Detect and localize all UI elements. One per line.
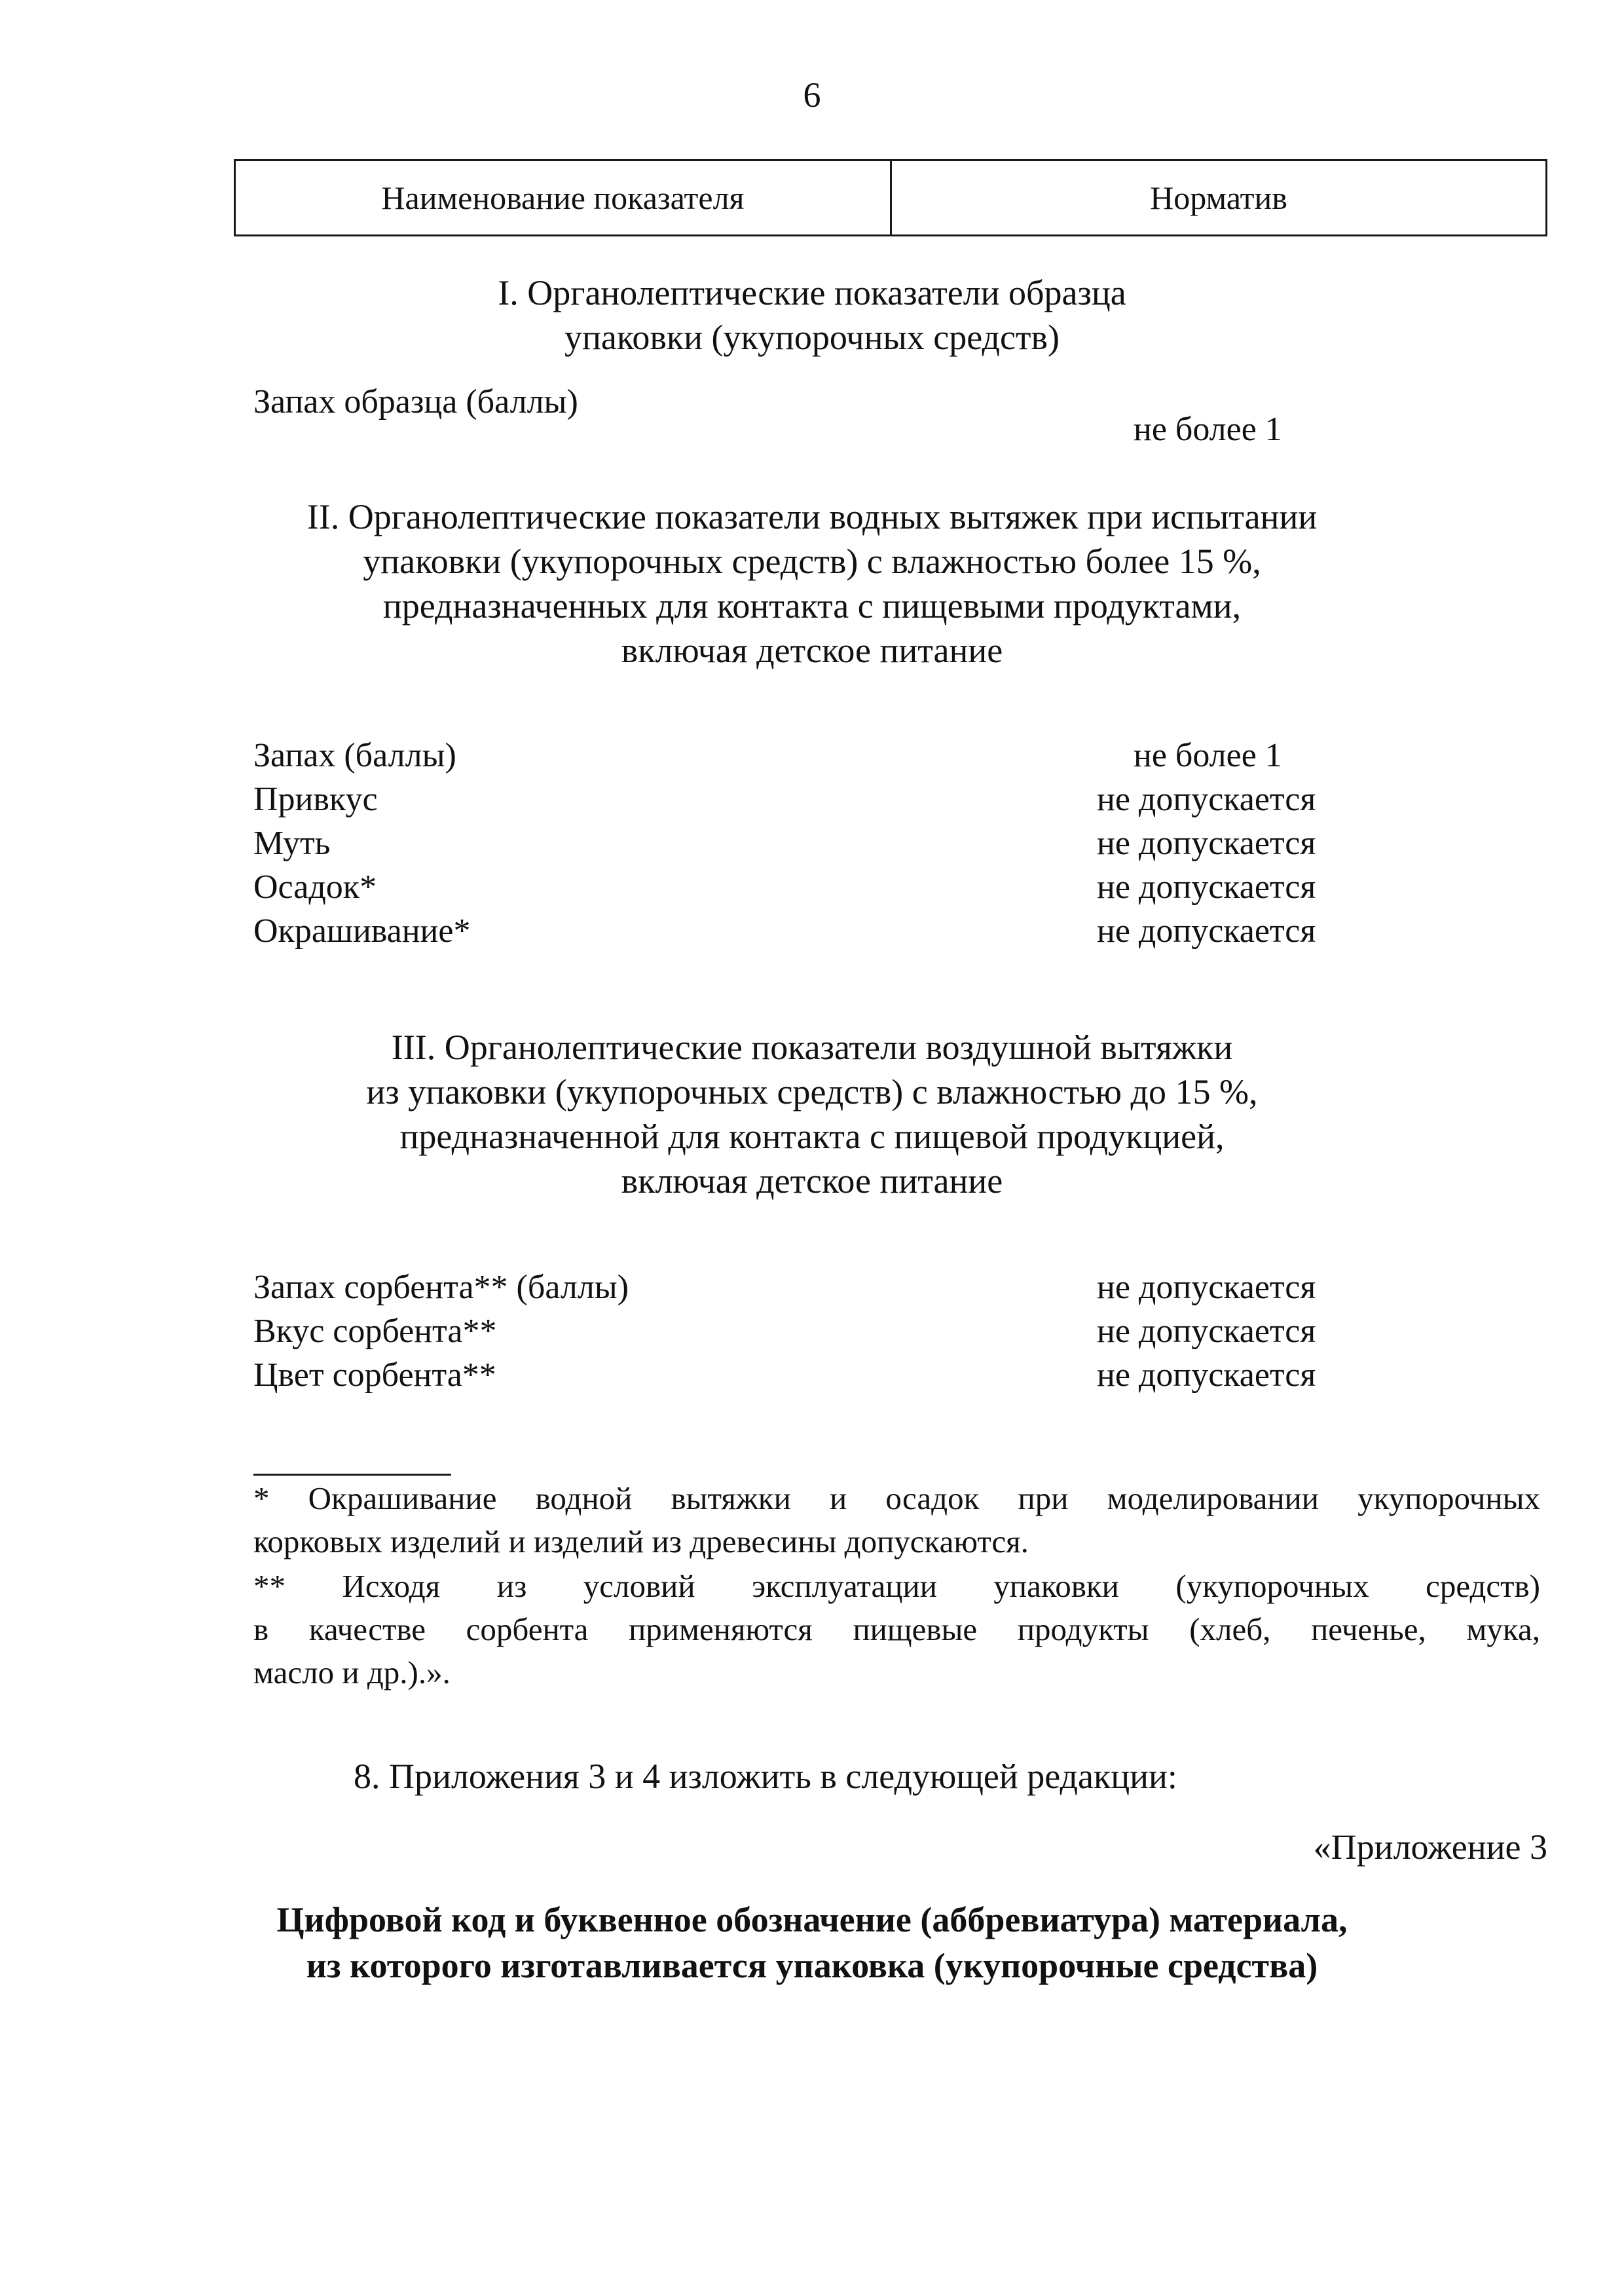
section2-title-line2: упаковки (укупорочных средств) с влажностью более 15 %, (363, 542, 1261, 581)
appendix-label: «Приложение 3 (1313, 1827, 1547, 1867)
section2-row-label: Окрашивание* (253, 912, 471, 950)
page-number: 6 (803, 75, 821, 115)
footnote-1-line: корковых изделий и изделий из древесины допускаются. (253, 1523, 1029, 1559)
paragraph-8: 8. Приложения 3 и 4 изложить в следующей редакции: (354, 1757, 1177, 1796)
section2-row-label: Осадок* (253, 868, 377, 906)
section2-row-label: Привкус (253, 781, 378, 818)
footnote-2-line: масло и др.).». (253, 1654, 451, 1690)
section3-title-line1: III. Органолептические показатели воздушной вытяжки (391, 1028, 1233, 1067)
footnote-1 (253, 1477, 1540, 1563)
section2-row-value: не допускается (1097, 781, 1316, 818)
footnote-1-line: * Окрашивание водной вытяжки и осадок при моделировании укупорочных (253, 1480, 1540, 1516)
section2-title-line4: включая детское питание (621, 631, 1003, 670)
section2-row-value: не допускается (1097, 868, 1316, 906)
header-cell-indicator: Наименование показателя (236, 161, 892, 234)
section2-row-value: не допускается (1097, 825, 1316, 862)
section2-row-label: Муть (253, 825, 331, 862)
section1-row-label: Запах образца (баллы) (253, 383, 578, 420)
section3-row-value: не допускается (1097, 1313, 1316, 1350)
section3-row-label: Вкус сорбента** (253, 1313, 497, 1350)
section3-row-value: не допускается (1097, 1356, 1316, 1394)
header-table (234, 159, 1547, 236)
appendix-title-line1: Цифровой код и буквенное обозначение (аббревиатура) материала, (276, 1900, 1348, 1939)
section3-title-line3: предназначенной для контакта с пищевой продукцией, (399, 1117, 1225, 1156)
section3-title-line4: включая детское питание (621, 1161, 1003, 1201)
section3-title-line2: из упаковки (укупорочных средств) с влажностью до 15 %, (366, 1072, 1258, 1111)
appendix-title-line2: из которого изготавливается упаковка (укупорочные средства) (306, 1946, 1318, 1985)
section2-title-line3: предназначенных для контакта с пищевыми продуктами, (382, 586, 1242, 625)
section2-row-label: Запах (баллы) (253, 737, 456, 774)
footnote-2-line: ** Исходя из условий эксплуатации упаковки (укупорочных средств) (253, 1568, 1540, 1604)
section3-row-label: Запах сорбента** (баллы) (253, 1269, 629, 1306)
section2-row-value: не более 1 (1134, 737, 1282, 774)
header-cell-norm: Норматив (1150, 179, 1287, 216)
section3-row-label: Цвет сорбента** (253, 1356, 496, 1394)
section1-title-line1: I. Органолептические показатели образца (498, 273, 1126, 312)
footnote-2 (253, 1565, 1540, 1694)
section2-row-value: не допускается (1097, 912, 1316, 950)
section3-row-value: не допускается (1097, 1269, 1316, 1306)
footnote-2-line: в качестве сорбента применяются пищевые продукты (хлеб, печенье, мука, (253, 1611, 1540, 1647)
section1-title-line2: упаковки (укупорочных средств) (564, 318, 1060, 357)
footnote-divider (253, 1474, 451, 1476)
section2-title-line1: II. Органолептические показатели водных вытяжек при испытании (306, 497, 1318, 536)
section1-row-value: не более 1 (1134, 411, 1282, 448)
